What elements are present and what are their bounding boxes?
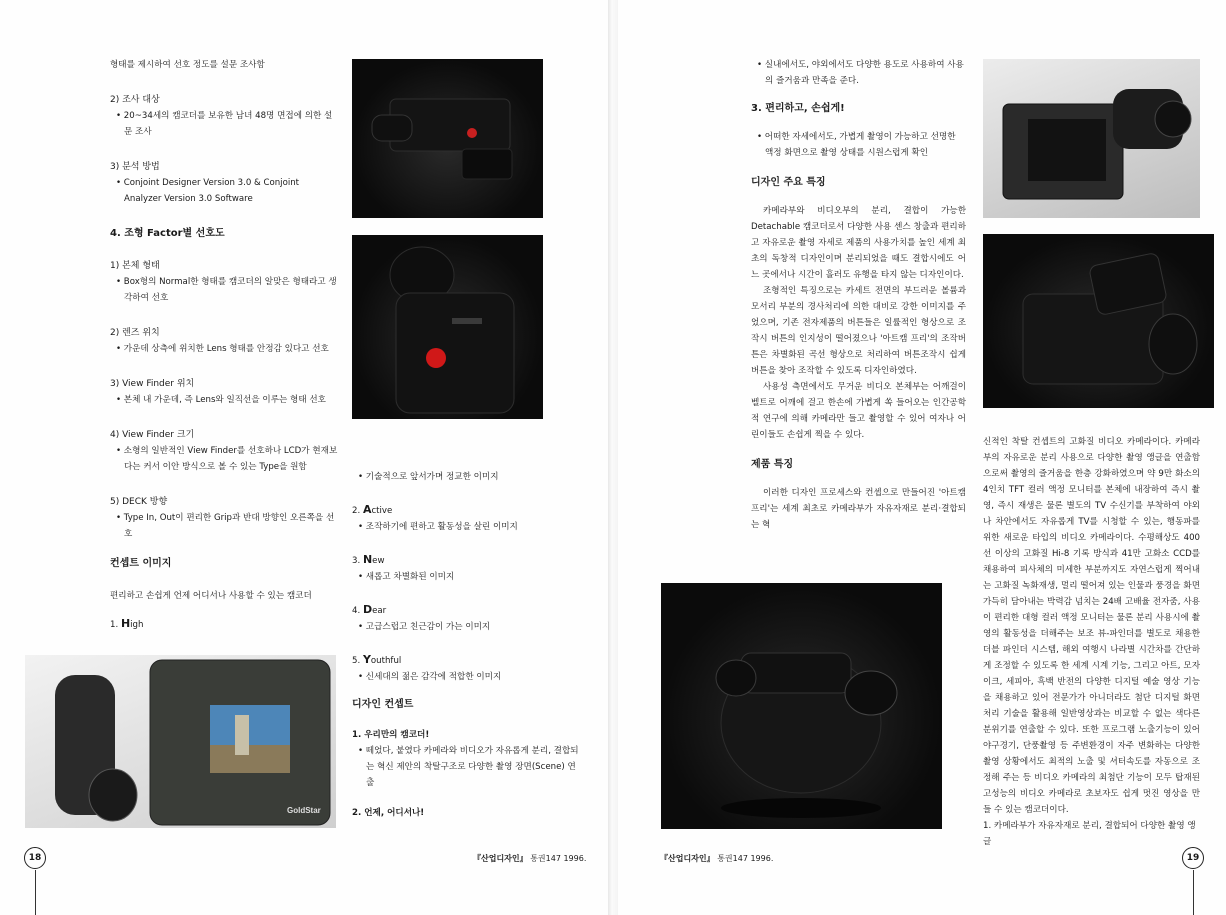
- survey-target-title: 2) 조사 대상: [110, 95, 160, 105]
- concept-image-heading: 컨셉트 이미지: [110, 558, 172, 569]
- concept-image-text: 편리하고 손쉽게 언제 어디서나 사용할 수 있는 캠코더: [110, 591, 312, 601]
- factor-preference-heading: 4. 조형 Factor별 선호도: [110, 228, 225, 239]
- page-number-line-left: [35, 870, 36, 915]
- intro-line: 형태를 제시하여 선호 정도를 설문 조사함: [110, 60, 265, 70]
- factor-vf-size-bullet: • 소형의 일반적인 View Finder를 선호하나 LCD가 현재보다는 커서 이안 방식으로 볼 수 있는 Type을 원함: [116, 446, 338, 472]
- convenient-heading: 3. 편리하고, 손쉽게!: [751, 103, 845, 114]
- camcorder-detached-photo: [661, 583, 942, 829]
- footer-right: 『산업디자인』 통권147 1996.: [660, 854, 774, 863]
- right-column-1: [751, 57, 966, 533]
- factor-deck-title: 5) DECK 방향: [110, 497, 168, 507]
- analysis-method-title: 3) 분석 방법: [110, 162, 160, 172]
- page-number-right: 19: [1182, 847, 1204, 869]
- new-bullet: • 새롭고 차별화된 이미지: [358, 572, 455, 582]
- page-number-left: 18: [24, 847, 46, 869]
- analysis-method-bullet: • Conjoint Designer Version 3.0 & Conjoint Analyzer Version 3.0 Software: [116, 178, 300, 204]
- factor-lens-title: 2) 렌즈 위치: [110, 328, 160, 338]
- right-page: [618, 0, 1226, 915]
- goldstar-logo: GoldStar: [287, 806, 321, 815]
- design-features-heading: 디자인 주요 특징: [751, 177, 826, 188]
- left-page: [0, 0, 608, 915]
- high-bullet: • 기술적으로 앞서가며 정교한 이미지: [358, 472, 499, 482]
- design-concept-heading: 디자인 컨셉트: [352, 699, 414, 710]
- design-concept-1-bullet: • 떼었다, 붙였다 카메라와 비디오가 자유롭게 분리, 결합되는 혁신 제안의 착탈구조로 다양한 촬영 장면(Scene) 연출: [358, 746, 579, 788]
- camcorder-detached-graphic: [661, 583, 942, 829]
- factor-deck-bullet: • Type In, Out이 편리한 Grip과 반대 방향인 오른쪽을 선호: [116, 513, 335, 539]
- product-features-heading: 제품 특징: [751, 459, 794, 470]
- factor-body-bullet: • Box형의 Normal한 형태를 캠코더의 알맞은 형태라고 생각하여 선호: [116, 277, 337, 303]
- concept-active: 2. Active: [352, 503, 393, 516]
- dear-bullet: • 고급스럽고 친근감이 가는 이미지: [358, 622, 491, 632]
- camcorder-photo-middle-graphic: [352, 235, 543, 419]
- camcorder-side-graphic: [983, 234, 1214, 408]
- youthful-bullet: • 신세대의 젊은 감각에 적합한 이미지: [358, 672, 502, 682]
- factor-body-title: 1) 본체 형태: [110, 261, 160, 271]
- factor-lens-bullet: • 가운데 상측에 위치한 Lens 형태를 안정감 있다고 선호: [116, 344, 329, 354]
- camcorder-photo-middle: [352, 235, 543, 419]
- design-features-para-2: 조형적인 특징으로는 카세트 전면의 부드러운 볼륨과 모서리 부분의 경사처리에 의한 대비로 강한 이미지를 주었으며, 기존 전자제품의 버튼들은 일률적인 형상으로 조작시 버튼의 인지성이 떨어졌으나 '아트캠 프리'의 조작버튼은 차별화된 곡선 형상으로 처리하여 버튼조작시 쉽게 버튼을 찾아 조작할 수 있도록 디자인하였다.: [751, 286, 966, 376]
- left-column-2: [352, 469, 580, 821]
- page-gutter: [608, 0, 618, 915]
- factor-vf-position-bullet: • 본체 내 가운데, 즉 Lens와 일직선을 이루는 형태 선호: [116, 395, 326, 405]
- concept-dear: 4. Dear: [352, 603, 387, 616]
- concept-high: 1. High: [110, 617, 144, 630]
- goldstar-camcorder-graphic: [25, 655, 336, 828]
- camcorder-side-photo: [983, 234, 1214, 408]
- factor-vf-size-title: 4) View Finder 크기: [110, 430, 195, 440]
- design-features-para-1: 카메라부와 비디오부의 분리, 결합이 가능한 Detachable 캠코더로서 다양한 사용 센스 창출과 편리하고 자유로운 촬영 자세로 제품의 사용가치를 높인 세계 최초의 독창적 디자인이며 분리되었을 때도 결합시에도 어느 곳에서나 시간이 흘러도 유행을 타지 않는 디자인이다.: [751, 206, 966, 280]
- right-column-2: [983, 434, 1200, 850]
- product-features-para: 이러한 디자인 프로세스와 컨셉으로 만들어진 '아트캠 프리'는 세계 최초로 카메라부가 자유자재로 분리·결합되는 혁: [751, 488, 966, 530]
- left-column-1: [110, 57, 338, 633]
- page-number-line-right: [1193, 870, 1194, 915]
- factor-vf-position-title: 3) View Finder 위치: [110, 379, 195, 389]
- camcorder-photo-top: [352, 59, 543, 218]
- design-concept-1-title: 1. 우리만의 캠코더!: [352, 730, 430, 740]
- concept-youthful: 5. Youthful: [352, 653, 402, 666]
- convenient-bullet: • 어떠한 자세에서도, 가볍게 촬영이 가능하고 선명한 액정 화면으로 촬영 상태를 시원스럽게 확인: [757, 132, 956, 158]
- camcorder-photo-top-graphic: [352, 59, 543, 218]
- product-features-continued: 신적인 착탈 컨셉트의 고화질 비디오 카메라이다. 카메라부의 자유로운 분리 사용으로 다양한 촬영 앵글을 연출함으로써 촬영의 즐거움을 한층 강화하였으며 약 9만 화소의 4인치 TFT 컬러 액정 모니터를 본체에 내장하여 즉시 촬영, 즉시 재생은 물론 별도의 TV 수신기를 부착하여 야외나 차안에서도 자유롭게 TV를 시청할 수 있는, 행동파를 위한 새로운 타입의 비디오 카메라이다. 수평해상도 400선 이상의 고화질 Hi-8 기록 방식과 41만 고화소 CCD를 채용하여 피사체의 미세한 부분까지도 자연스럽게 찍어내는 고화질 녹화재생, 멀리 떨어져 있는 인물과 풍경을 화면 가득히 담아내는 박력감 넘치는 24배 고배율 전자줌, 사용이 편리한 대형 컬러 액정 모니터는 물론 분리 사용시에 촬영의 활동성을 더해주는 보조 뷰-파인더를 별도로 채용한 더블 파인더 시스템, 해외 여행시 나라별 시간차를 간단하게 조정할 수 있도록 한 세계 시계 기능, 그리고 아트, 모자이크, 세피아, 흑백 반전의 다양한 디지털 예술 영상 기능을 채용하고 있어 전문가가 아니더라도 첨단 디지털 화면처리 기술을 활용해 일반영상과는 비교할 수 없는 색다른 분위기를 연출할 수 있다. 또한 프로그램 노출기능이 있어 야구경기, 단풍촬영 등 주변환경이 자주 변화하는 다양한 촬영 상황에서도 최적의 노출 및 셔터속도를 자동으로 조정해 주는 등 비디오 카메라의 최첨단 기능이 모두 탑재된 고성능의 비디오 카메라로 초보자도 쉽게 멋진 영상을 만들 수 있는 캠코더이다.: [983, 437, 1200, 815]
- goldstar-camcorder-photo: [25, 655, 336, 828]
- footer-left: 『산업디자인』 통권147 1996.: [473, 854, 587, 863]
- camcorder-lcd-graphic: [983, 59, 1200, 218]
- design-features-para-3: 사용성 측면에서도 무거운 비디오 본체부는 어깨걸이 벨트로 어깨에 걸고 한손에 가볍게 쏙 들어오는 인간공학적 연구에 의해 카메라만 들고 촬영할 수 있어 여자나 어린이들도 손쉽게 찍을 수 있다.: [751, 382, 966, 440]
- indoor-outdoor-bullet: • 실내에서도, 야외에서도 다양한 용도로 사용하여 사용의 즐거움과 만족을 준다.: [757, 60, 964, 86]
- survey-target-bullet: • 20~34세의 캠코더를 보유한 남녀 48명 면접에 의한 설문 조사: [116, 111, 333, 137]
- camcorder-lcd-photo: [983, 59, 1200, 218]
- design-concept-2-title: 2. 언제, 어디서나!: [352, 808, 425, 818]
- active-bullet: • 조작하기에 편하고 활동성을 살린 이미지: [358, 522, 518, 532]
- feature-list-item-1: 1. 카메라부가 자유자재로 분리, 결합되어 다양한 촬영 앵글: [983, 821, 1196, 847]
- concept-new: 3. New: [352, 553, 385, 566]
